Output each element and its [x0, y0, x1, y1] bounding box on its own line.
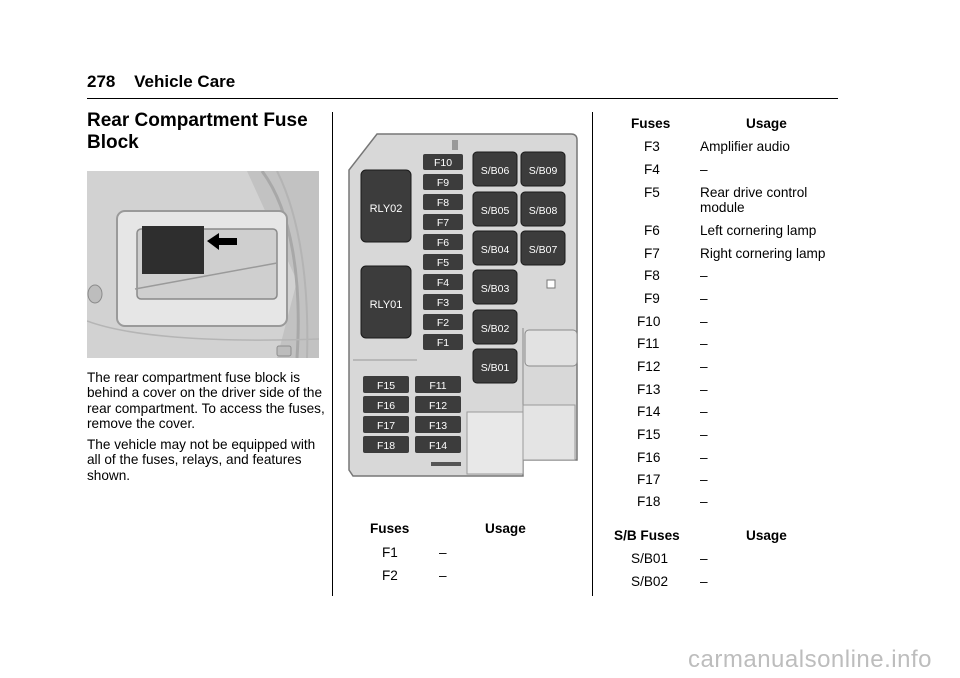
page-header — [87, 72, 235, 92]
sb-fuse-label: S/B07 — [528, 244, 558, 256]
fuse-label: F3 — [436, 297, 450, 309]
fuse-label: F17 — [376, 420, 396, 432]
sb-fuse-label: S/B05 — [480, 205, 510, 217]
fuse-label: F2 — [436, 317, 450, 329]
fuse-usage-table-1 — [347, 521, 577, 591]
table-header-sb-fuses: S/B Fuses — [614, 528, 680, 543]
sb-fuse-label: S/B08 — [528, 205, 558, 217]
relay-label: RLY02 — [369, 203, 403, 215]
fuse-label: F5 — [436, 257, 450, 269]
table-cell-fuse: F10 — [637, 314, 661, 329]
section-title: Vehicle Care — [134, 72, 236, 91]
fuse-label: F14 — [428, 440, 448, 452]
table-cell-usage: – — [700, 472, 708, 487]
body-paragraph-1: The rear compartment fuse block is behind a cover on the driver side of the rear compartment. To access the fuses, remove the cover. — [87, 370, 325, 432]
table-cell-fuse: F14 — [637, 404, 661, 419]
sb-fuse-label: S/B09 — [528, 165, 558, 177]
table-cell-usage: – — [700, 268, 708, 283]
table-cell-usage: – — [700, 574, 708, 589]
table-cell-usage: Right cornering lamp — [700, 246, 826, 261]
fuse-label: F4 — [436, 277, 450, 289]
table-cell-fuse: F12 — [637, 359, 661, 374]
sb-fuse-label: S/B01 — [480, 362, 510, 374]
page-number: 278 — [87, 72, 116, 91]
table-cell-usage: – — [700, 450, 708, 465]
fuse-label: F10 — [433, 157, 453, 169]
sb-fuse-label: S/B06 — [480, 165, 510, 177]
table-cell-usage: – — [700, 404, 708, 419]
fuse-cover-photo — [87, 171, 319, 358]
table-cell-fuse: S/B01 — [631, 551, 669, 566]
body-paragraph-2: The vehicle may not be equipped with all of the fuses, relays, and features shown. — [87, 437, 316, 483]
fuse-label: F15 — [376, 380, 396, 392]
table-cell-usage: – — [700, 427, 708, 442]
table-header-usage: Usage — [485, 521, 526, 536]
table-cell-usage: – — [700, 382, 708, 397]
table-cell-fuse: F17 — [637, 472, 661, 487]
table-cell-fuse: F5 — [644, 185, 660, 200]
fuse-label: F18 — [376, 440, 396, 452]
table-cell-fuse: F7 — [644, 246, 660, 261]
sb-fuse-label: S/B02 — [480, 323, 510, 335]
table-cell-usage: – — [700, 336, 708, 351]
column-divider-2 — [592, 112, 593, 596]
table-header-usage: Usage — [746, 528, 787, 543]
fuse-block-diagram — [347, 130, 579, 484]
table-cell-usage: – — [700, 291, 708, 306]
table-cell-usage: – — [700, 162, 708, 177]
table-cell-fuse: F4 — [644, 162, 660, 177]
table-cell-fuse: F8 — [644, 268, 660, 283]
table-cell-fuse: F1 — [382, 545, 398, 560]
sb-fuse-label: S/B04 — [480, 244, 510, 256]
table-cell-fuse: F6 — [644, 223, 660, 238]
table-cell-usage: Amplifier audio — [700, 139, 790, 154]
table-cell-usage: Rear drive control module — [700, 185, 808, 215]
fuse-label: F1 — [436, 337, 450, 349]
table-header-fuses: Fuses — [631, 116, 671, 131]
table-header-usage: Usage — [746, 116, 787, 131]
table-cell-usage: Left cornering lamp — [700, 223, 817, 238]
fuse-label: F6 — [436, 237, 450, 249]
table-header-fuses: Fuses — [370, 521, 410, 536]
fuse-label: F7 — [436, 217, 450, 229]
table-cell-usage: – — [700, 494, 708, 509]
fuse-label: F11 — [429, 380, 447, 392]
table-cell-fuse: F18 — [637, 494, 661, 509]
table-cell-fuse: F3 — [644, 139, 660, 154]
table-cell-fuse: F9 — [644, 291, 660, 306]
table-cell-fuse: F11 — [637, 336, 660, 351]
sb-fuse-label: S/B03 — [480, 283, 510, 295]
table-cell-usage: – — [439, 568, 447, 583]
table-cell-usage: – — [700, 359, 708, 374]
watermark: carmanualsonline.info — [688, 646, 932, 673]
fuse-label: F16 — [376, 400, 396, 412]
fuse-label: F8 — [436, 197, 450, 209]
fuse-label: F9 — [436, 177, 450, 189]
table-cell-usage: – — [439, 545, 447, 560]
table-cell-fuse: F2 — [382, 568, 398, 583]
fuse-label: F12 — [428, 400, 448, 412]
table-cell-usage: – — [700, 314, 708, 329]
table-cell-usage: – — [700, 551, 708, 566]
column-divider-1 — [332, 112, 333, 596]
fuse-usage-table-2 — [605, 116, 845, 516]
table-cell-fuse: F16 — [637, 450, 661, 465]
section-heading: Rear Compartment Fuse Block — [87, 110, 308, 153]
fuse-label: F13 — [428, 420, 448, 432]
table-cell-fuse: F15 — [637, 427, 661, 442]
table-cell-fuse: S/B02 — [631, 574, 669, 589]
relay-label: RLY01 — [369, 299, 403, 311]
sb-fuse-usage-table — [605, 528, 845, 598]
header-rule — [87, 98, 838, 99]
table-cell-fuse: F13 — [637, 382, 661, 397]
